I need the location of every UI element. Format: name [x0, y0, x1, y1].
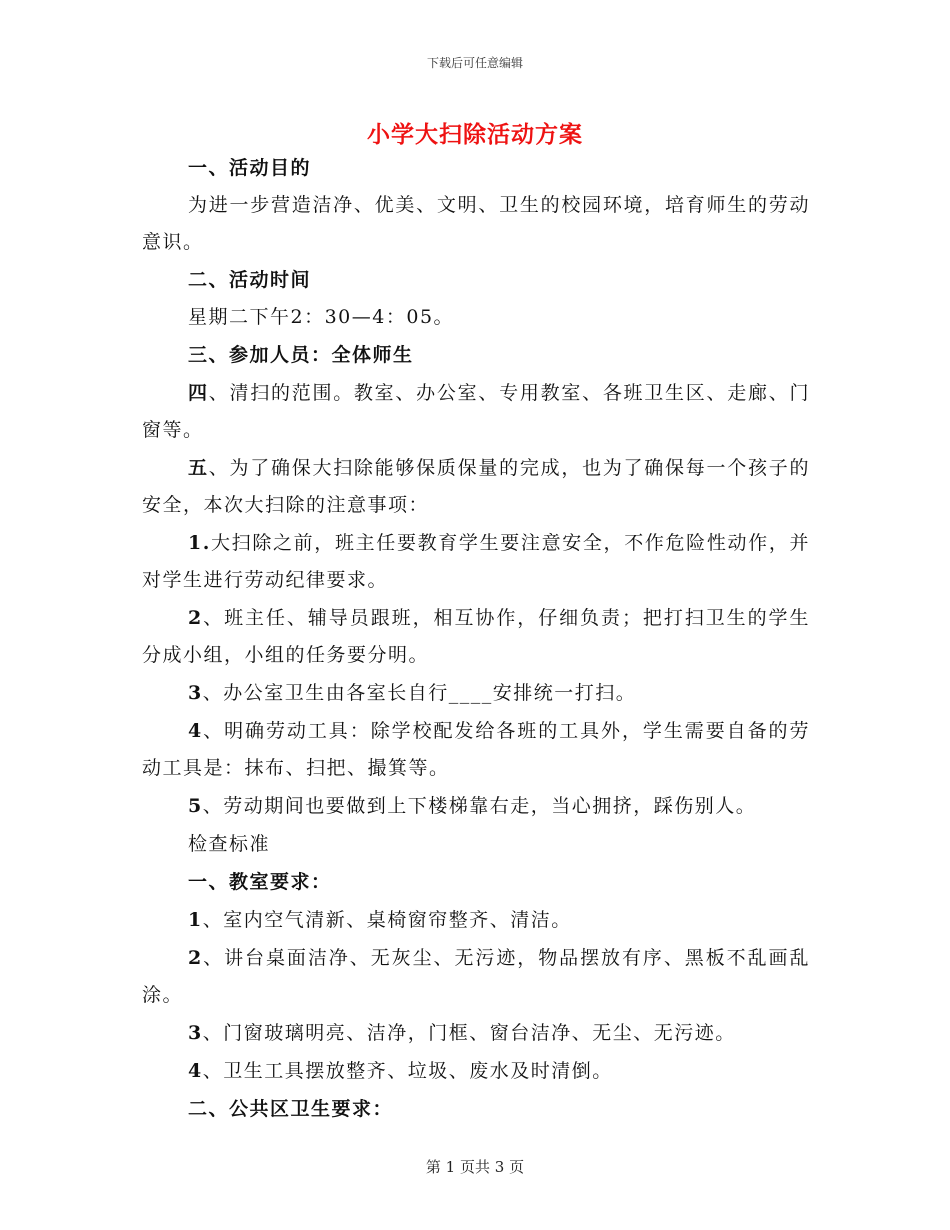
section-heading-public-area: 二、公共区卫生要求：	[188, 1098, 394, 1120]
note-item	[142, 600, 810, 674]
paragraph-purpose: 为进一步营造洁净、优美、文明、卫生的校园环境，培育师生的劳动意识。	[142, 194, 810, 253]
item-text: 、讲台桌面洁净、无灰尘、无污迹，物品摆放有序、黑板不乱画乱涂。	[142, 947, 810, 1006]
requirement-item	[142, 902, 810, 939]
section-heading-purpose: 一、活动目的	[188, 157, 312, 179]
item-text: 大扫除之前，班主任要教育学生要注意安全，不作危险性动作，并对学生进行劳动纪律要求。	[142, 532, 810, 591]
item-text: 、劳动期间也要做到上下楼梯靠右走，当心拥挤，踩伤别人。	[202, 795, 757, 817]
paragraph-text: 、为了确保大扫除能够保质保量的完成，也为了确保每一个孩子的安全，本次大扫除的注意事项：	[142, 457, 810, 516]
item-text: 、卫生工具摆放整齐、垃圾、废水及时清倒。	[202, 1060, 613, 1082]
section-heading-classroom: 一、教室要求：	[188, 871, 332, 893]
paragraph-text: 、清扫的范围。教室、办公室、专用教室、各班卫生区、走廊、门窗等。	[142, 382, 810, 441]
item-number: 4	[188, 1060, 203, 1082]
item-text: 、门窗玻璃明亮、洁净，门框、窗台洁净、无尘、无污迹。	[202, 1022, 736, 1044]
item-text: 、班主任、辅导员跟班，相互协作，仔细负责；把打扫卫生的学生分成小组，小组的任务要分明。	[142, 607, 810, 666]
section-heading-participants: 三、参加人员：全体师生	[188, 344, 414, 366]
note-item	[142, 525, 810, 599]
page-header: 下载后可任意编辑	[426, 56, 523, 70]
item-number: 2	[188, 947, 203, 969]
note-item	[142, 675, 810, 712]
paragraph-scope	[142, 375, 810, 449]
paragraph-time: 星期二下午2：30—4：05。	[188, 306, 455, 328]
page-footer: 第 1 页共 3 页	[425, 1158, 525, 1176]
paragraph-notes-intro	[142, 450, 810, 524]
item-number: 1.	[188, 532, 211, 554]
document-title: 小学大扫除活动方案	[367, 121, 583, 148]
note-item	[142, 713, 810, 787]
item-text: 、办公室卫生由各室长自行____安排统一打扫。	[202, 682, 637, 704]
item-text: 、室内空气清新、桌椅窗帘整齐、清洁。	[202, 909, 572, 931]
requirement-item	[142, 940, 810, 1014]
item-number: 3	[188, 682, 203, 704]
item-number: 3	[188, 1022, 203, 1044]
section-number: 四	[188, 382, 209, 404]
item-number: 1	[188, 909, 203, 931]
section-number: 五	[188, 457, 209, 479]
item-number: 4	[188, 720, 203, 742]
note-item	[142, 788, 810, 825]
requirement-item	[142, 1015, 810, 1052]
check-standard-label: 检查标准	[188, 833, 271, 855]
requirement-item	[142, 1053, 810, 1090]
item-number: 2	[188, 607, 203, 629]
section-heading-time: 二、活动时间	[188, 269, 312, 291]
item-number: 5	[188, 795, 203, 817]
item-text: 、明确劳动工具：除学校配发给各班的工具外，学生需要自备的劳动工具是：抹布、扫把、撮箕等。	[142, 720, 810, 779]
document-body	[142, 150, 810, 1128]
